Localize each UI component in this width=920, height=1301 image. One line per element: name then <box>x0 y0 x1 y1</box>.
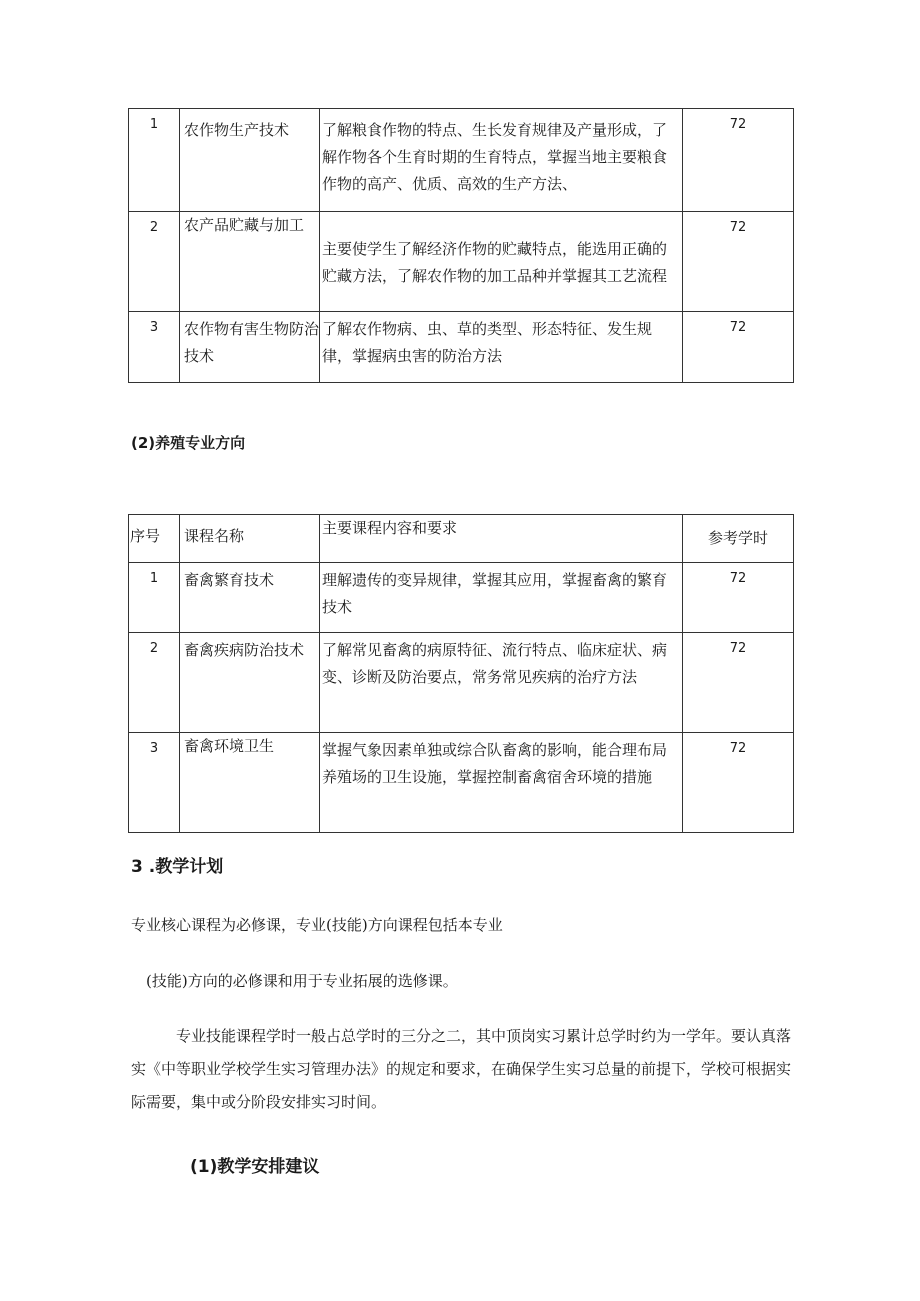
table-row <box>129 109 794 212</box>
row-number: 2 <box>129 633 180 733</box>
section-heading-breeding: (2)养殖专业方向 <box>131 434 246 452</box>
section-heading-teaching-arrangement: (1)教学安排建议 <box>190 1157 320 1177</box>
section-heading-teaching-plan: 3 .教学计划 <box>131 857 224 877</box>
table-row <box>129 212 794 312</box>
row-number: 1 <box>129 563 180 633</box>
course-description: 了解常见畜禽的病原特征、流行特点、临床症状、病变、诊断及防治要点，常务常见疾病的治疗方法 <box>320 633 683 733</box>
paragraph-line: 专业核心课程为必修课，专业(技能)方向课程包括本专业 <box>131 916 503 934</box>
header-course-name: 课程名称 <box>180 515 320 563</box>
course-description: 了解粮食作物的特点、生长发育规律及产量形成，了解作物各个生育时期的生育特点，掌握当地主要粮食作物的高产、优质、高效的生产方法、 <box>320 109 683 212</box>
course-description: 了解农作物病、虫、草的类型、形态特征、发生规律，掌握病虫害的防治方法 <box>320 312 683 383</box>
table-row <box>129 563 794 633</box>
course-description: 理解遗传的变异规律，掌握其应用，掌握畜禽的繁育技术 <box>320 563 683 633</box>
table-header-row <box>129 515 794 563</box>
course-table-breeding <box>128 514 794 833</box>
course-description: 主要使学生了解经济作物的贮藏特点，能选用正确的贮藏方法，了解农作物的加工品种并掌握其工艺流程 <box>320 212 683 312</box>
course-description: 掌握气象因素单独或综合队畜禽的影响，能合理布局养殖场的卫生设施，掌握控制畜禽宿舍环境的措施 <box>320 733 683 833</box>
course-name: 畜禽疾病防治技术 <box>180 633 320 733</box>
course-hours: 72 <box>683 312 794 383</box>
paragraph-line: (技能)方向的必修课和用于专业拓展的选修课。 <box>146 972 458 990</box>
row-number: 2 <box>129 212 180 312</box>
course-hours: 72 <box>683 109 794 212</box>
header-description: 主要课程内容和要求 <box>320 515 683 563</box>
row-number: 3 <box>129 312 180 383</box>
course-table-planting <box>128 108 794 383</box>
course-hours: 72 <box>683 633 794 733</box>
header-number: 序号 <box>129 515 180 563</box>
table-row <box>129 633 794 733</box>
course-hours: 72 <box>683 212 794 312</box>
course-name: 农作物有害生物防治技术 <box>180 312 320 383</box>
table-row <box>129 733 794 833</box>
row-number: 1 <box>129 109 180 212</box>
course-hours: 72 <box>683 563 794 633</box>
row-number: 3 <box>129 733 180 833</box>
course-name: 畜禽环境卫生 <box>180 733 320 833</box>
course-hours: 72 <box>683 733 794 833</box>
paragraph-body: 专业技能课程学时一般占总学时的三分之二，其中顶岗实习累计总学时约为一学年。要认真落实《中等职业学校学生实习管理办法》的规定和要求，在确保学生实习总量的前提下，学校可根据实际需要，集中或分阶段安排实习时间。 <box>131 1027 792 1111</box>
course-name: 农作物生产技术 <box>180 109 320 212</box>
course-name: 畜禽繁育技术 <box>180 563 320 633</box>
course-name: 农产品贮藏与加工 <box>180 212 320 312</box>
header-hours: 参考学时 <box>683 515 794 563</box>
table-row <box>129 312 794 383</box>
